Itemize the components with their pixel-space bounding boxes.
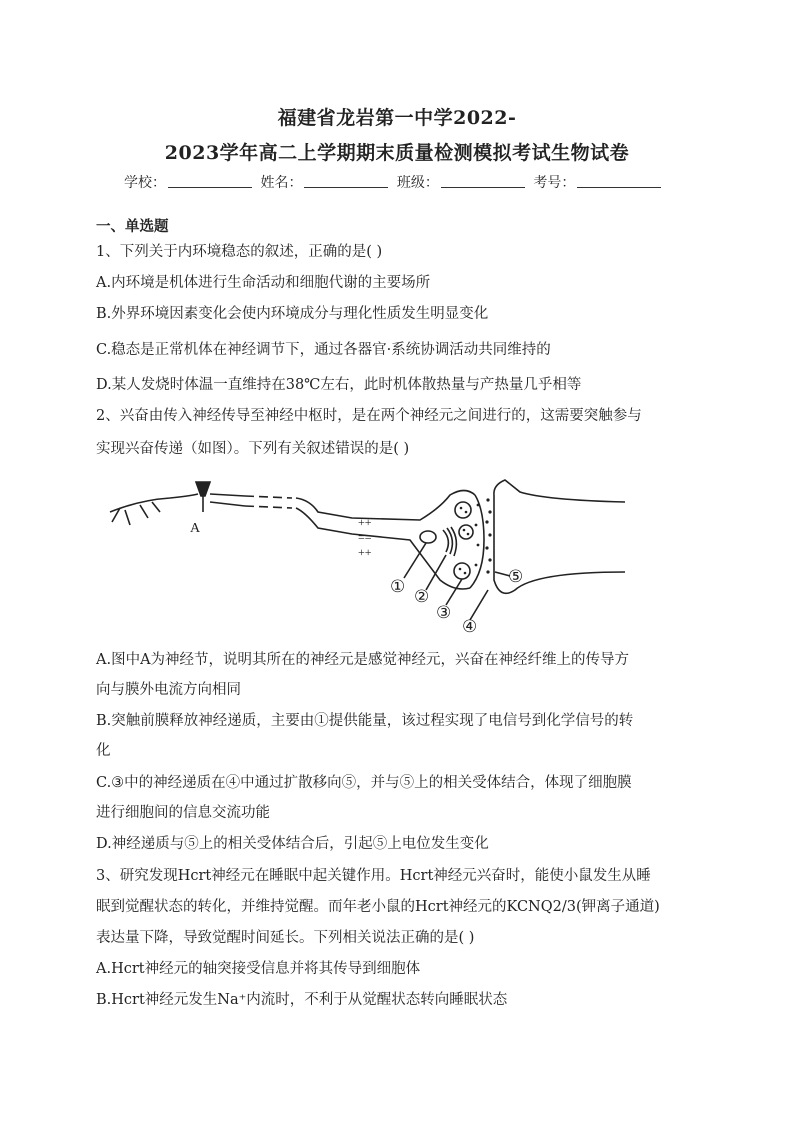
name-blank[interactable] — [304, 174, 388, 188]
q2-option-a-line-2: 向与膜外电流方向相同 — [96, 682, 241, 698]
q2-option-a-line-1: A.图中A为神经节，说明其所在的神经元是感觉神经元，兴奋在神经纤维上的传导方 — [96, 652, 630, 668]
q3-option-a: A.Hcrt神经元的轴突接受信息并将其传导到细胞体 — [96, 961, 421, 977]
label-5: ⑤ — [508, 567, 524, 586]
school-label: 学校： — [124, 175, 166, 191]
name-label: 姓名： — [260, 175, 303, 191]
label-4: ④ — [462, 617, 478, 636]
label-1: ① — [390, 577, 406, 596]
q3-stem-line-3: 表达量下降，导致觉醒时间延长。下列相关说法正确的是( ) — [96, 930, 475, 946]
section-heading: 一、单选题 — [96, 218, 169, 235]
q2-stem-line-1: 2、兴奋由传入神经传导至神经中枢时，是在两个神经元之间进行的，这需要突触参与 — [96, 408, 642, 424]
axon-start — [210, 494, 245, 506]
number-label: 考号： — [533, 175, 576, 191]
number-blank[interactable] — [577, 174, 661, 188]
q2-option-d: D.神经递质与⑤上的相关受体结合后，引起⑤上电位发生变化 — [96, 836, 489, 852]
q1-option-d: D.某人发烧时体温一直维持在38℃左右，此时机体散热量与产热量几乎相等 — [96, 377, 582, 393]
dendrite-main — [110, 494, 198, 512]
q2-stem-line-2: 实现兴奋传递（如图）。下列有关叙述错误的是( ) — [96, 441, 410, 457]
class-label: 班级： — [396, 175, 439, 191]
charge-plus-1: ++ — [358, 515, 372, 529]
presynaptic-membrane — [470, 495, 484, 588]
school-blank[interactable] — [168, 174, 252, 188]
class-blank[interactable] — [441, 174, 525, 188]
q3-option-b: B.Hcrt神经元发生Na⁺内流时，不利于从觉醒状态转向睡眠状态 — [96, 992, 508, 1008]
exam-title-line-1: 福建省龙岩第一中学2022- — [277, 107, 517, 129]
label-a: A — [190, 521, 201, 536]
q3-stem-line-2: 眠到觉醒状态的转化，并维持觉醒。而年老小鼠的Hcrt神经元的KCNQ2/3(钾离子通道) — [96, 899, 660, 915]
charge-plus-2: ++ — [358, 545, 372, 559]
q2-option-c-line-2: 进行细胞间的信息交流功能 — [96, 805, 270, 821]
q1-stem: 1、下列关于内环境稳态的叙述，正确的是( ) — [96, 244, 383, 260]
q2-option-b-line-2: 化 — [96, 743, 111, 759]
label-3: ③ — [436, 603, 452, 622]
postsynaptic-upper — [494, 480, 625, 502]
q2-option-b-line-1: B.突触前膜释放神经递质，主要由①提供能量，该过程实现了电信号到化学信号的转 — [96, 713, 634, 729]
postsynaptic-lower — [494, 495, 625, 593]
q2-option-c-line-1: C.③中的神经递质在④中通过扩散移向⑤，并与⑤上的相关受体结合，体现了细胞膜 — [96, 775, 632, 791]
axon-lower — [296, 508, 470, 589]
student-info-fields — [124, 172, 665, 192]
q1-option-a: A.内环境是机体进行生命活动和细胞代谢的主要场所 — [96, 275, 431, 291]
q3-stem-line-1: 3、研究发现Hcrt神经元在睡眠中起关键作用。Hcrt神经元兴奋时，能使小鼠发生从睡 — [96, 868, 651, 884]
axon-upper — [296, 491, 475, 521]
label-2: ② — [414, 587, 430, 606]
q1-option-c: C.稳态是正常机体在神经调节下，通过各器官·系统协调活动共同维持的 — [96, 342, 551, 358]
exam-title-line-2: 2023学年高二上学期期末质量检测模拟考试生物试卷 — [164, 142, 630, 164]
dendrite-branches — [112, 502, 160, 525]
charge-minus: == — [358, 530, 372, 544]
q1-option-b: B.外界环境因素变化会使内环境成分与理化性质发生明显变化 — [96, 306, 489, 322]
